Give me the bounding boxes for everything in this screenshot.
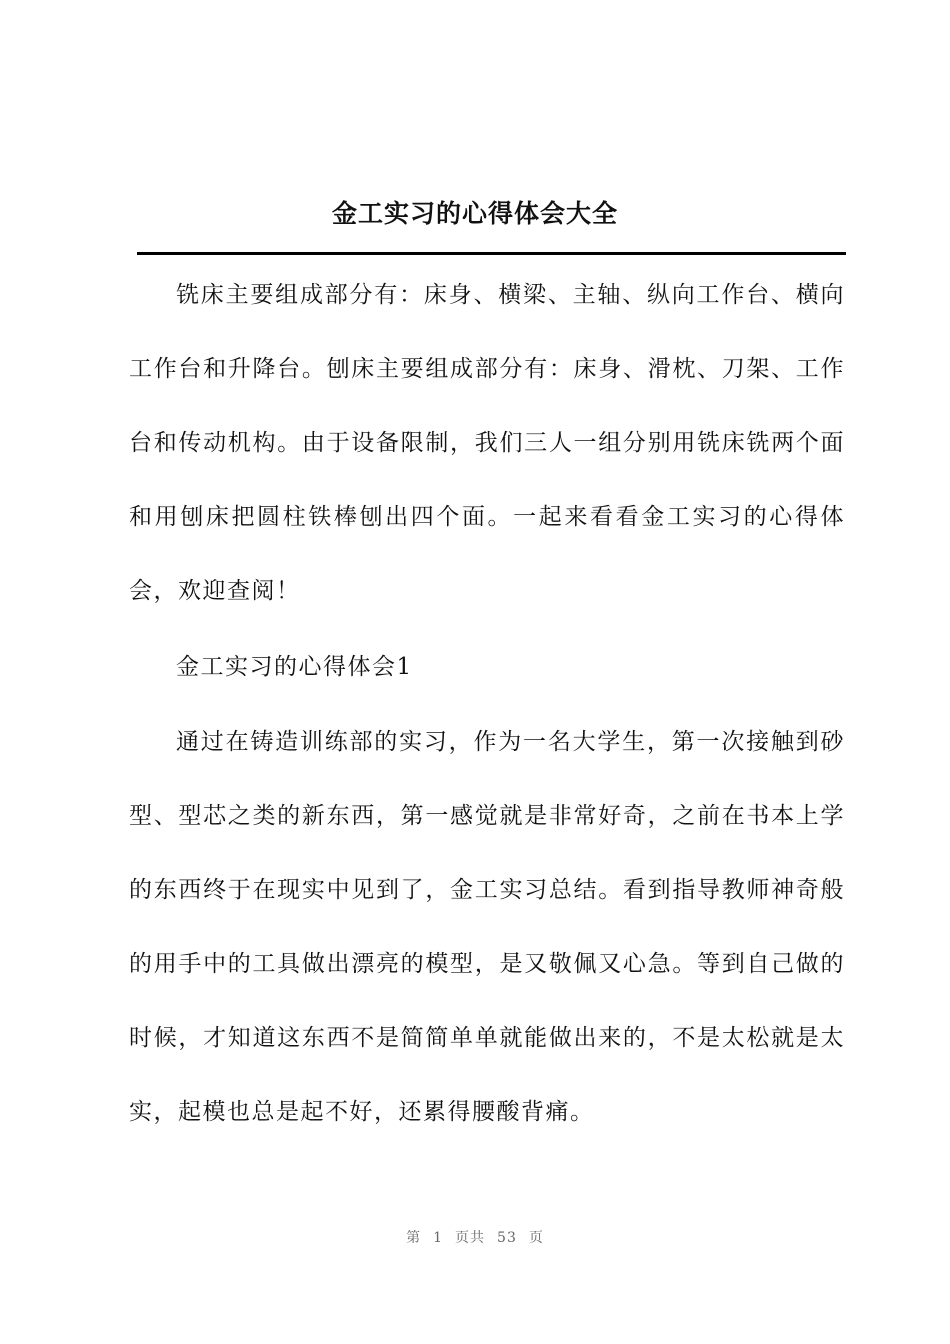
body-paragraph: 通过在铸造训练部的实习，作为一名大学生，第一次接触到砂型、型芯之类的新东西，第一感觉就是非常好奇，之前在书本上学的东西终于在现实中见到了，金工实习总结。看到指导教师神奇般的用手中的工具做出漂亮的模型，是又敬佩又心急。等到自己做的时候，才知道这东西不是简简单单就能做出来的，不是太松就是太实，起模也总是起不好，还累得腰酸背痛。 [129,729,845,1125]
footer-suffix: 页 [528,1230,544,1246]
section-heading: 金工实习的心得体会1 [176,654,413,680]
intro-paragraph: 铣床主要组成部分有：床身、横梁、主轴、纵向工作台、横向工作台和升降台。刨床主要组成部分有：床身、滑枕、刀架、工作台和传动机构。由于设备限制，我们三人一组分别用铣床铣两个面和用刨床把圆柱铁棒刨出四个面。一起来看看金工实习的心得体会，欢迎查阅！ [129,282,845,604]
page-footer [0,1227,950,1247]
document-title: 金工实习的心得体会大全 [331,199,618,228]
title-underline [137,252,846,255]
footer-total-pages: 53 [497,1230,517,1246]
footer-prefix: 第 [406,1230,422,1246]
footer-page-number: 1 [433,1230,444,1246]
footer-mid: 页共 [455,1230,486,1246]
